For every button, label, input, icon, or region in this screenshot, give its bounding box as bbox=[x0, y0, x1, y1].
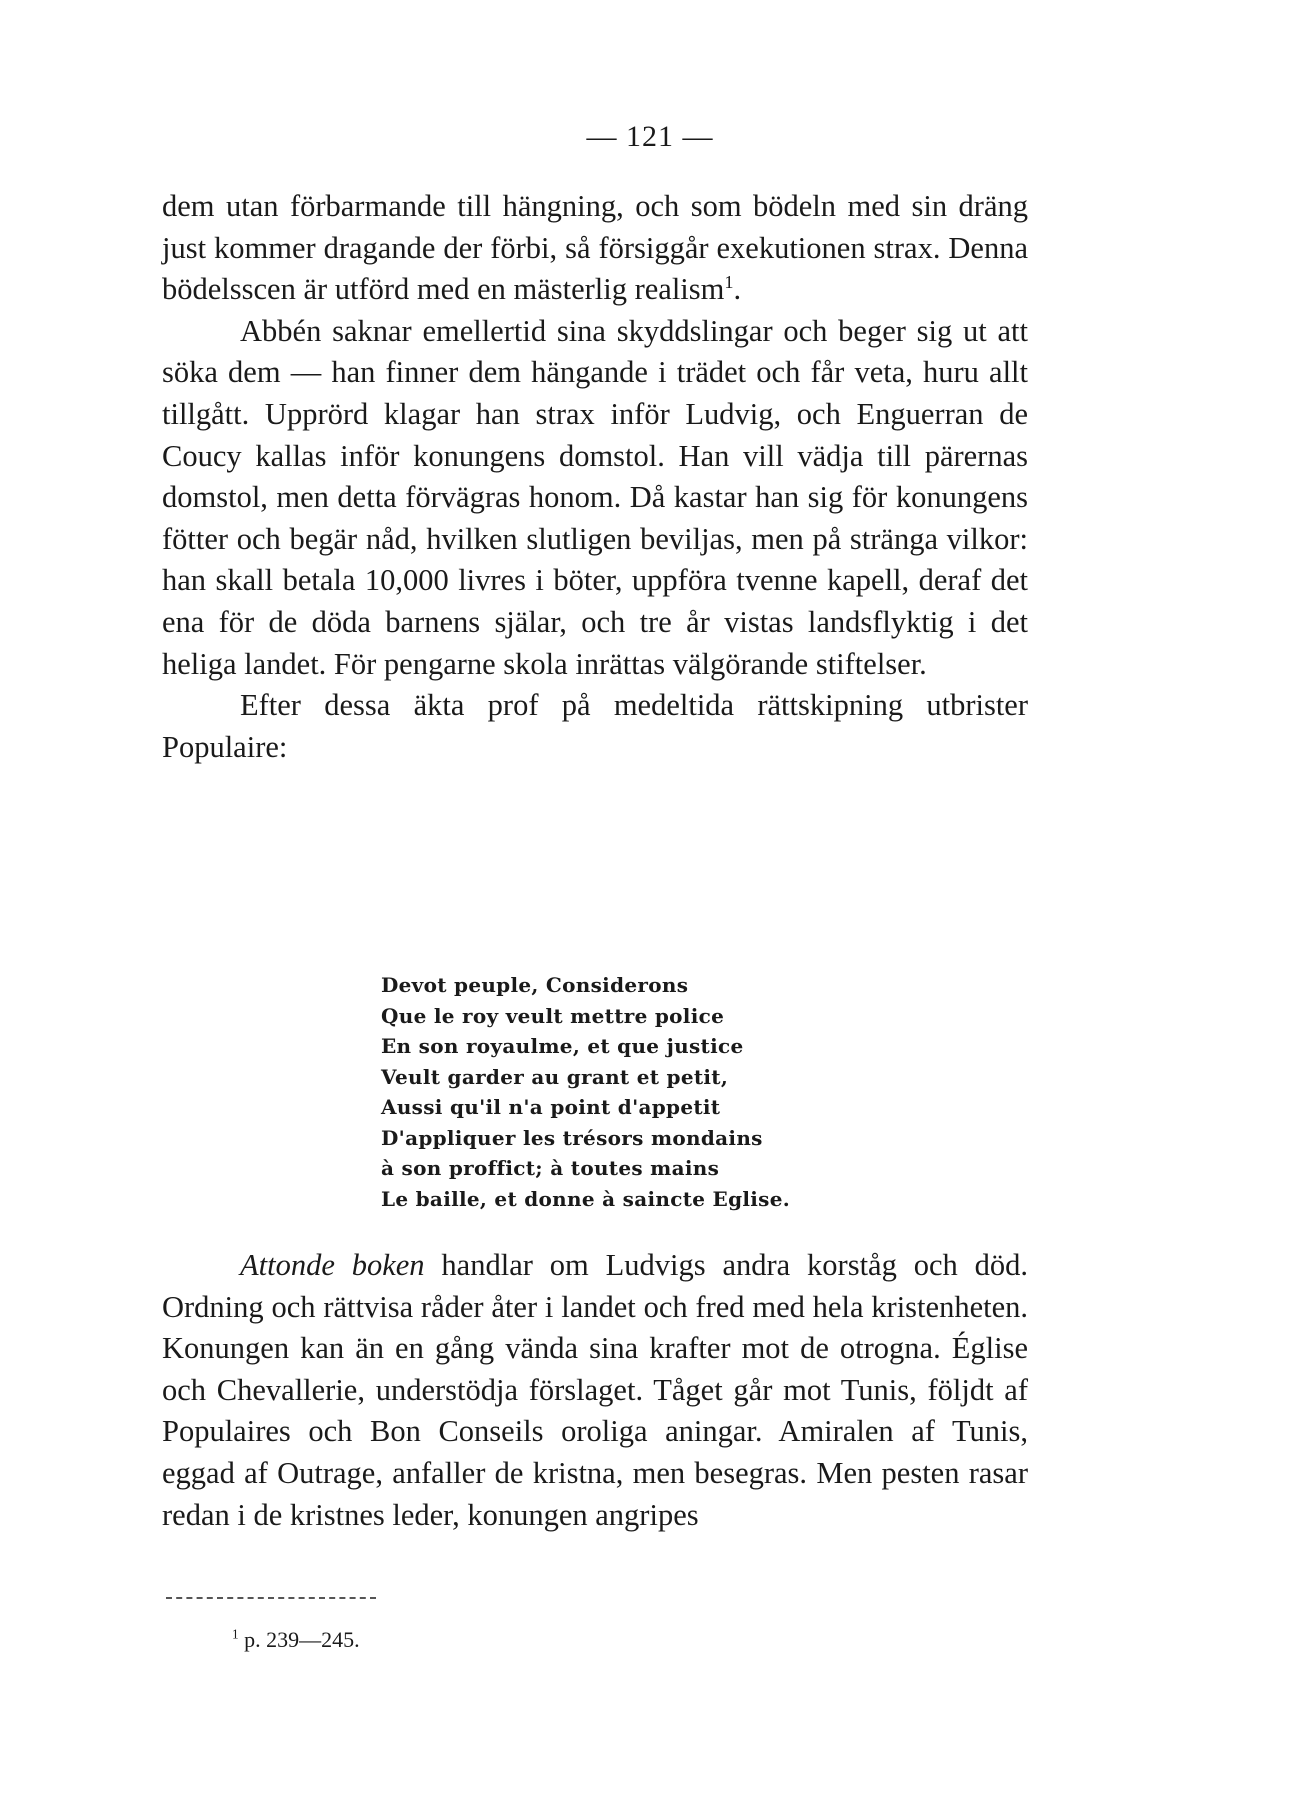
poem-line: Devot peuple, Considerons bbox=[381, 973, 689, 997]
paragraph-4-text: handlar om Ludvigs andra korståg och död. Ordning och rättvisa råder åter i landet och fred med hela kristenheten. Konungen kan än en gång vända sina krafter mot de otrogna. Église och Chevallerie, understödja förslaget. Tåget går mot Tunis, följdt af Populaires och Bon Conseils oroliga aningar. Amiralen af Tunis, eggad af Outrage, anfaller de kristna, men besegras. Men pesten rasar redan i de kristnes leder, konungen angripes bbox=[162, 1248, 1028, 1532]
poem-line: En son royaulme, et que justice bbox=[381, 1034, 744, 1058]
poem-line: à son proffict; à toutes mains bbox=[381, 1156, 720, 1180]
paragraph-2: Abbén saknar emellertid sina skyddslingar och beger sig ut att söka dem — han finner dem hängande i trädet och får veta, huru allt tillgått. Upprörd klagar han strax inför Ludvig, och Enguerran de Coucy kallas inför konungens domstol. Han vill vädja till pärernas domstol, men detta förvägras honom. Då kastar han sig för konungens fötter och begär nåd, hvilken slutligen beviljas, men på stränga vilkor: han skall betala 10,000 livres i böter, uppföra tvenne kapell, deraf det ena för de döda barnens själar, och tre år vistas landsflyktig i det heliga landet. För pengarne skola inrättas välgörande stiftelser. bbox=[162, 313, 1028, 681]
page-number: — 121 — bbox=[586, 120, 714, 153]
book-title: Attonde boken bbox=[240, 1248, 425, 1282]
poem-line: Aussi qu'il n'a point d'appetit bbox=[381, 1095, 721, 1119]
footnote-text: p. 239—245. bbox=[238, 1627, 360, 1652]
paragraph-1-end: . bbox=[733, 272, 742, 307]
poem-quotation bbox=[381, 970, 790, 1214]
poem-line: Que le roy veult mettre police bbox=[381, 1003, 725, 1028]
footnote-divider bbox=[166, 1597, 376, 1599]
main-text-block bbox=[162, 186, 1028, 768]
paragraph-1-text: dem utan förbarmande till hängning, och som bödeln med sin dräng just kommer dragande der förbi, så försiggår exekutionen strax. Denna bödelsscen är utförd med en mästerlig realism bbox=[162, 189, 1028, 307]
footnote bbox=[232, 1627, 360, 1653]
poem-line: Veult garder au grant et petit, bbox=[381, 1064, 729, 1089]
footnote-reference: 1 bbox=[724, 272, 734, 293]
footnote-marker: 1 bbox=[232, 1626, 239, 1642]
second-text-block bbox=[162, 1245, 1028, 1536]
poem-line: D'appliquer les trésors mondains bbox=[381, 1125, 763, 1150]
paragraph-3: Efter dessa äkta prof på medeltida rättskipning utbrister Populaire: bbox=[162, 688, 1028, 764]
paragraph-4 bbox=[162, 1245, 1028, 1536]
poem-line: Le baille, et donne à saincte Eglise. bbox=[381, 1186, 791, 1211]
paragraph-1 bbox=[162, 186, 1028, 311]
